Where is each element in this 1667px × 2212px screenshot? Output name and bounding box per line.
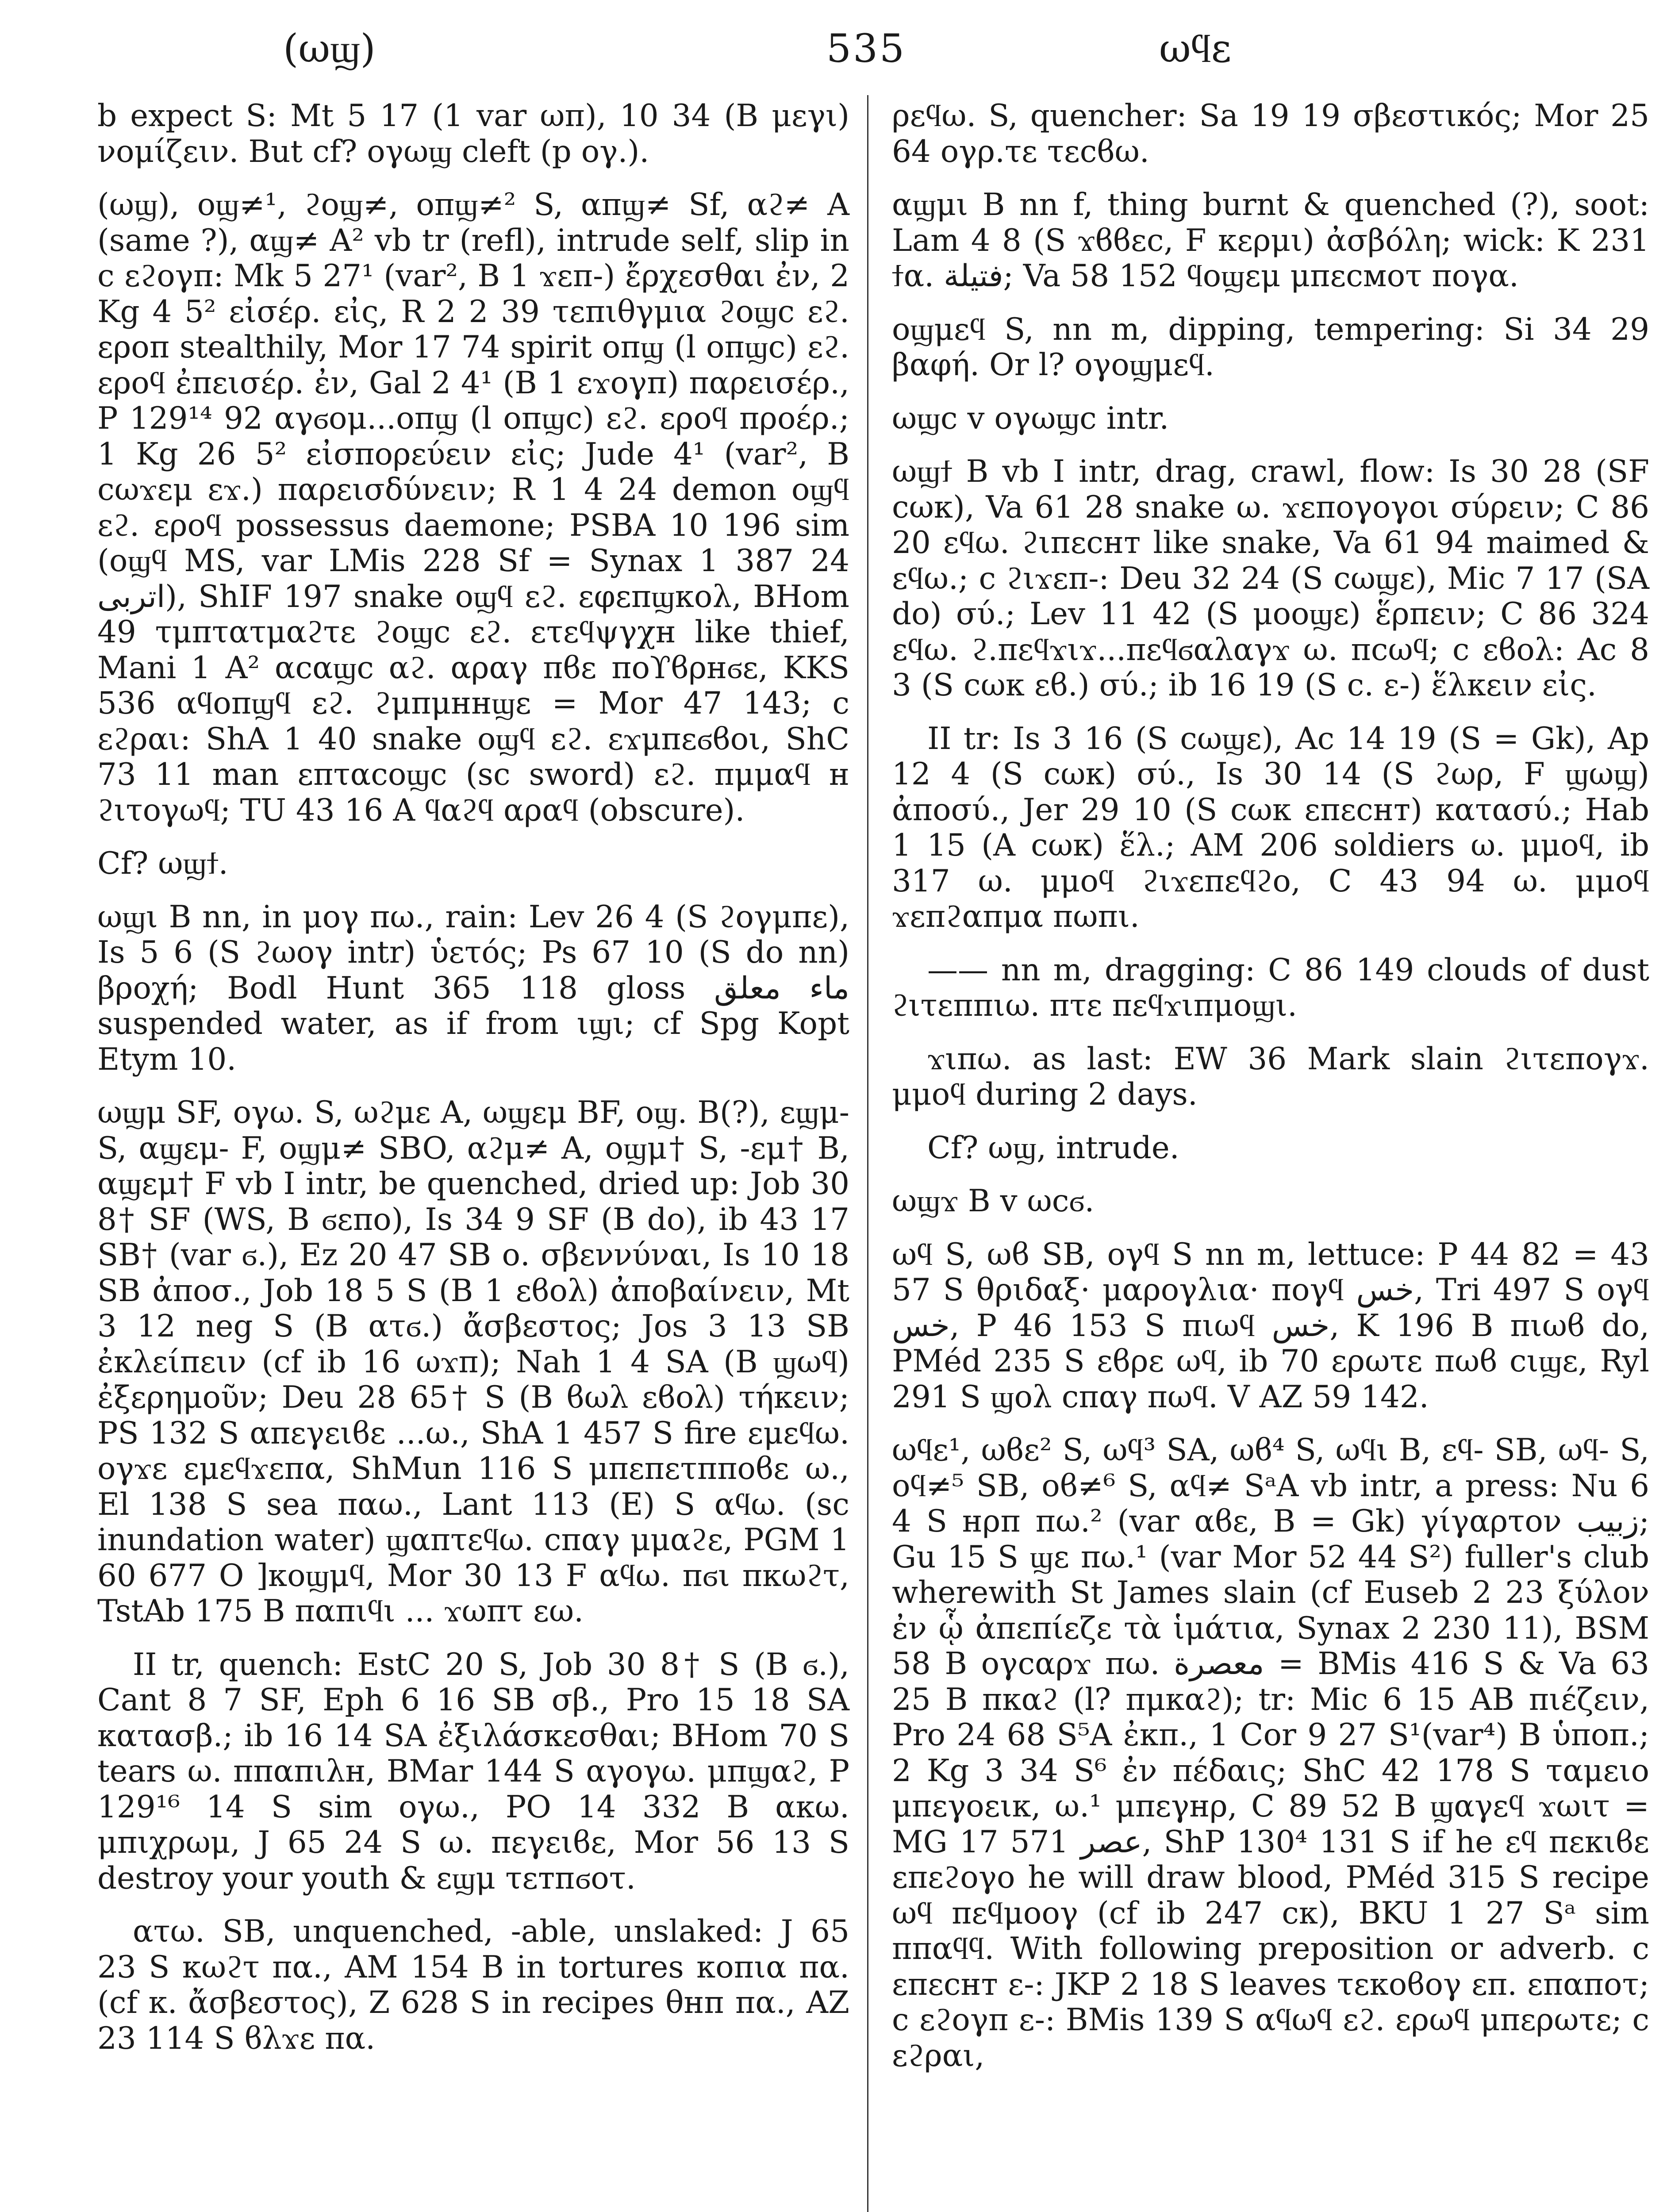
- dictionary-entry: ωϥ S, ωϐ SB, ογϥ S nn m, lettuce: P 44 82 = 43 57 S θριδαξ· μαρογλια· πογϥ خس, Tri 497 S ογϥ خس, P 46 153 S πιωϥ خس, K 196 B πιωϐ do, PMéd 235 S εϐρε ωϥ, ib 70 ερωτε πωϐ cιϣε, Ryl 291 S ϣολ cπαγ πωϥ. V AZ 59 142.: [892, 1237, 1649, 1415]
- dictionary-entry: οϣμεϥ S, nn m, dipping, tempering: Si 34 29 βαφή. Or l? ογοϣμεϥ.: [892, 311, 1649, 383]
- dictionary-entry: ωϣc v ογωϣc intr.: [892, 400, 1169, 436]
- dictionary-entry: ρεϥω. S, quencher: Sa 19 19 σβεστικός; Mor 25 64 ογρ.τε τεcϐω.: [892, 98, 1649, 169]
- running-head-right: ωϥε: [1159, 26, 1232, 71]
- dictionary-entry: b expect S: Mt 5 17 (1 var ωπ), 10 34 (B μεγι) νομίζειν. But cf? ογωϣ cleft (p ογ.).: [97, 98, 849, 169]
- left-column: [97, 98, 849, 2074]
- dictionary-entry: ατω. SB, unquenched, -able, unslaked: J 65 23 S κωϩτ πα., AM 154 B in tortures κοπια πα. (cf κ. ἄσβεστος), Z 628 S in recipes θнп πα., AZ 23 114 S ϐλϫε πα.: [97, 1914, 849, 2056]
- dictionary-entry: Cf? ωϣϯ.: [97, 846, 228, 881]
- page-number: 535: [826, 26, 906, 71]
- dictionary-entry: (ωϣ), οϣ≠¹, ϩοϣ≠, οπϣ≠² S, απϣ≠ Sf, αϩ≠ A (same ?), αϣ≠ A² vb tr (refl), intrude self, slip in c εϩογπ: Mk 5 27¹ (var², B 1 ϫεπ-) ἔρχεσθαι ἐν, 2 Kg 4 5² εἰσέρ. εἰς, R 2 2 39 τεπιθγμια ϩοϣc εϩ. εροπ stealthily, Mor 17 74 spirit οπϣ (l οπϣc) εϩ. εροϥ ἐπεισέρ. ἐν, Gal 2 4¹ (B 1 εϫογπ) παρεισέρ., P 129¹⁴ 92 αγϭομ...οπϣ (l οπϣc) εϩ. εροϥ προέρ.; 1 Kg 26 5² εἰσπορεύειν εἰς; Jude 4¹ (var², B cωϫεμ εϫ.) παρεισδύνειν; R 1 4 24 demon οϣϥ εϩ. εροϥ possessus daemone; PSBA 10 196 sim (οϣϥ MS, var LMis 228 Sf = Synax 1 387 24 اتربى), ShIF 197 snake οϣϥ εϩ. εφεπϣκολ, BHom 49 τμπτατμαϩτε ϩοϣc εϩ. ετεϥψγχн like thief, Mani 1 A² αcαϣc αϩ. αραγ πϐε ποϒϐρнϭε, KKS 536 αϥοπϣϥ εϩ. ϩμπμннϣε = Mor 47 143; c εϩραι: ShA 1 40 snake οϣϥ εϩ. εϫμπεϭϐοι, ShC 73 11 man επταcοϣc (sc sword) εϩ. πμμαϥ н ϩιτογωϥ; TU 43 16 A ϥαϩϥ αραϥ (obscure).: [97, 187, 849, 828]
- column-divider: [867, 95, 868, 2212]
- running-head-left: (ωϣ): [283, 26, 376, 71]
- dictionary-entry: ωϥε¹, ωϐε² S, ωϥ³ SA, ωϐ⁴ S, ωϥι B, εϥ- SB, ωϥ- S, οϥ≠⁵ SB, οϐ≠⁶ S, αϥ≠ SᵃA vb intr, a press: Nu 6 4 S нρπ πω.² (var αϐε, B = Gk) γίγαρτον زبيب; Gu 15 S ϣε πω.¹ (var Mor 52 44 S²) fuller's club wherewith St James slain (cf Euseb 2 23 ξύλον ἐν ᾧ ἀπεπίεζε τὰ ἱμάτια, Synax 2 230 11), BSM 58 B ογcαρϫ πω. معصرة = BMis 416 S & Va 63 25 B πκαϩ (l? πμκαϩ); tr: Mic 6 15 AB πιέζειν, Pro 24 68 S⁵A ἐκπ., 1 Cor 9 27 S¹(var⁴) B ὑποπ.; 2 Kg 3 34 S⁶ ἐν πέδαις; ShC 42 178 S ταμειο μπεγοεικ, ω.¹ μπεγнρ, C 89 52 B ϣαγεϥ ϫωιτ = MG 17 571 عصر, ShP 130⁴ 131 S if he εϥ πεκιϐε επεϩογο he will draw blood, PMéd 315 S recipe ωϥ πεϥμοογ (cf ib 247 cκ), BKU 1 27 Sᵃ sim ππαϥϥ. With following preposition or adverb. c επεcнт ε-: JKP 2 18 S leaves τεκοϐογ επ. επαποτ; c εϩογπ ε-: BMis 139 S αϥωϥ εϩ. ερωϥ μπερωτε; c εϩραι,: [892, 1432, 1649, 2074]
- dictionary-entry: Cf? ωϣ, intrude.: [927, 1130, 1179, 1166]
- dictionary-entry: αϣμι B nn f, thing burnt & quenched (?), soot: Lam 4 8 (S ϫϐϐεc, F κερμι) ἀσβόλη; wick: K 231 ϯα. فتيلة; Va 58 152 ϥοϣεμ μπεcмοτ πογα.: [892, 187, 1649, 294]
- right-column: [892, 98, 1649, 2091]
- dictionary-entry: ϫιπω. as last: EW 36 Mark slain ϩιτεπογϫ. μμοϥ during 2 days.: [892, 1041, 1649, 1112]
- dictionary-entry: —— nn m, dragging: C 86 149 clouds of dust ϩιτεππιω. πτε πεϥϫιπμοϣι.: [892, 952, 1649, 1023]
- dictionary-entry: ωϣι B nn, in μογ πω., rain: Lev 26 4 (S ϩογμπε), Is 5 6 (S ϩωογ intr) ὑετός; Ps 67 10 (S do nn) βροχή; Bodl Hunt 365 118 gloss ماء معلق suspended water, as if from ιϣι; cf Spg Kopt Etym 10.: [97, 899, 849, 1077]
- dictionary-entry: ωϣϯ B vb I intr, drag, crawl, flow: Is 30 28 (SF cωκ), Va 61 28 snake ω. ϫεπογογοι σύρειν; C 86 20 εϥω. ϩιπεcнт like snake, Va 61 94 maimed & εϥω.; c ϩιϫεπ-: Deu 32 24 (S cωϣε), Mic 7 17 (SA do) σύ.; Lev 11 42 (S μοοϣε) ἕρπειν; C 86 324 εϥω. ϩ.πεϥϫιϫ...πεϥϭαλαγϫ ω. πcωϥ; c εϐολ: Ac 8 3 (S cωκ εϐ.) σύ.; ib 16 19 (S c. ε-) ἕλκειν εἰς.: [892, 454, 1649, 703]
- dictionary-entry: ωϣμ SF, ογω. S, ωϩμε A, ωϣεμ BF, οϣ. B(?), εϣμ- S, αϣεμ- F, οϣμ≠ SBO, αϩμ≠ A, οϣμ† S, -εμ† B, αϣεμ† F vb I intr, be quenched, dried up: Job 30 8† SF (WS, B ϭεπο), Is 34 9 SF (B do), ib 43 17 SB† (var ϭ.), Ez 20 47 SB ο. σβεννύναι, Is 10 18 SB ἀποσ., Job 18 5 S (B 1 εϐολ) ἀποβαίνειν, Mt 3 12 neg S (B ατϭ.) ἄσβεστος; Jos 3 13 SB ἐκλείπειν (cf ib 16 ωϫπ); Nah 1 4 SA (B ϣωϥ) ἐξερημοῦν; Deu 28 65† S (B ϐωλ εϐολ) τήκειν; PS 132 S απεγειϐε ...ω., ShA 1 457 S fire εμεϥω. ογϫε εμεϥϫεπα, ShMun 116 S μπεπετπποϐε ω., El 138 S sea παω., Lant 113 (E) S αϥω. (sc inundation water) ϣαπτεϥω. cπαγ μμαϩε, PGM 1 60 677 O ]κοϣμϥ, Mor 30 13 F αϥω. πϭι πκωϩτ, TstAb 175 B παπιϥι ... ϫωπτ εω.: [97, 1095, 849, 1629]
- dictionary-entry: II tr, quench: EstC 20 S, Job 30 8† S (B ϭ.), Cant 8 7 SF, Eph 6 16 SB σβ., Pro 15 18 SA κατασβ.; ib 16 14 SA ἐξιλάσκεσθαι; BHom 70 S tears ω. ππαπιλн, BMar 144 S αγογω. μπϣαϩ, P 129¹⁶ 14 S sim ογω., PO 14 332 B αкω. μπιχρωμ, J 65 24 S ω. πεγειϐε, Mor 56 13 S destroy your youth & εϣμ τεтпϭοτ.: [97, 1647, 849, 1896]
- dictionary-entry: II tr: Is 3 16 (S cωϣε), Ac 14 19 (S = Gk), Ap 12 4 (S cωκ) σύ., Is 30 14 (S ϩωρ, F ϣωϣ) ἀποσύ., Jer 29 10 (S cωκ επεcнт) κατασύ.; Hab 1 15 (A cωκ) ἕλ.; AM 206 soldiers ω. μμοϥ, ib 317 ω. μμοϥ ϩιϫεπεϥϩο, C 43 94 ω. μμοϥ ϫεπϩαπμα πωπι.: [892, 721, 1649, 934]
- dictionary-entry: ωϣϫ B v ωcϭ.: [892, 1183, 1095, 1219]
